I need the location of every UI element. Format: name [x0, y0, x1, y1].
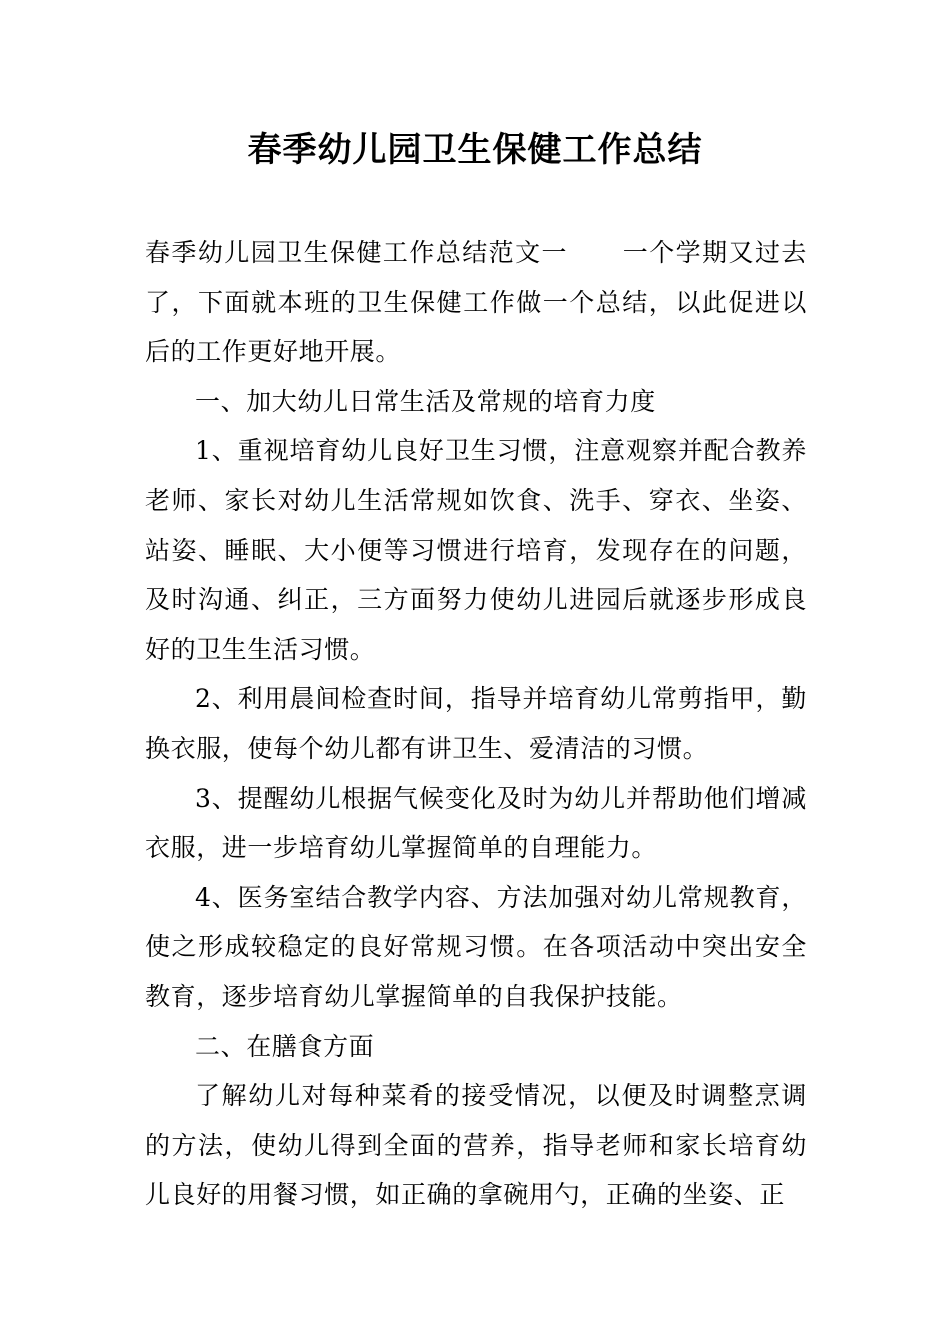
document-body [145, 228, 807, 1220]
section-heading-2: 二、在膳食方面 [195, 1031, 375, 1061]
paragraph-item-2: 2、利用晨间检查时间，指导并培育幼儿常剪指甲，勤换衣服，使每个幼儿都有讲卫生、爱清洁的习惯。 [145, 684, 807, 763]
intro-paragraph [145, 228, 807, 377]
paragraph-item-4: 4、医务室结合教学内容、方法加强对幼儿常规教育，使之形成较稳定的良好常规习惯。在各项活动中突出安全教育，逐步培育幼儿掌握简单的自我保护技能。 [145, 882, 807, 1011]
intro-lead: 春季幼儿园卫生保健工作总结范文一 [145, 238, 568, 267]
paragraph-item-3: 3、提醒幼儿根据气候变化及时为幼儿并帮助他们增减衣服，进一步培育幼儿掌握简单的自理能力。 [145, 783, 807, 863]
paragraph-item-1: 1、重视培育幼儿良好卫生习惯，注意观察并配合教养老师、家长对幼儿生活常规如饮食、洗手、穿衣、坐姿、站姿、睡眠、大小便等习惯进行培育，发现存在的问题，及时沟通、纠正，三方面努力使幼儿进园后就逐步形成良好的卫生生活习惯。 [145, 436, 807, 664]
document-title: 春季幼儿园卫生保健工作总结 [247, 130, 703, 170]
section-heading-1: 一、加大幼儿日常生活及常规的培育力度 [195, 386, 656, 416]
intro-rest: 一个学期又过去了，下面就本班的卫生保健工作做一个总结，以此促进以后的工作更好地开展。 [145, 238, 807, 367]
paragraph-diet: 了解幼儿对每种菜肴的接受情况，以便及时调整烹调的方法，使幼儿得到全面的营养，指导老师和家长培育幼儿良好的用餐习惯，如正确的拿碗用勺，正确的坐姿、正 [145, 1081, 807, 1210]
